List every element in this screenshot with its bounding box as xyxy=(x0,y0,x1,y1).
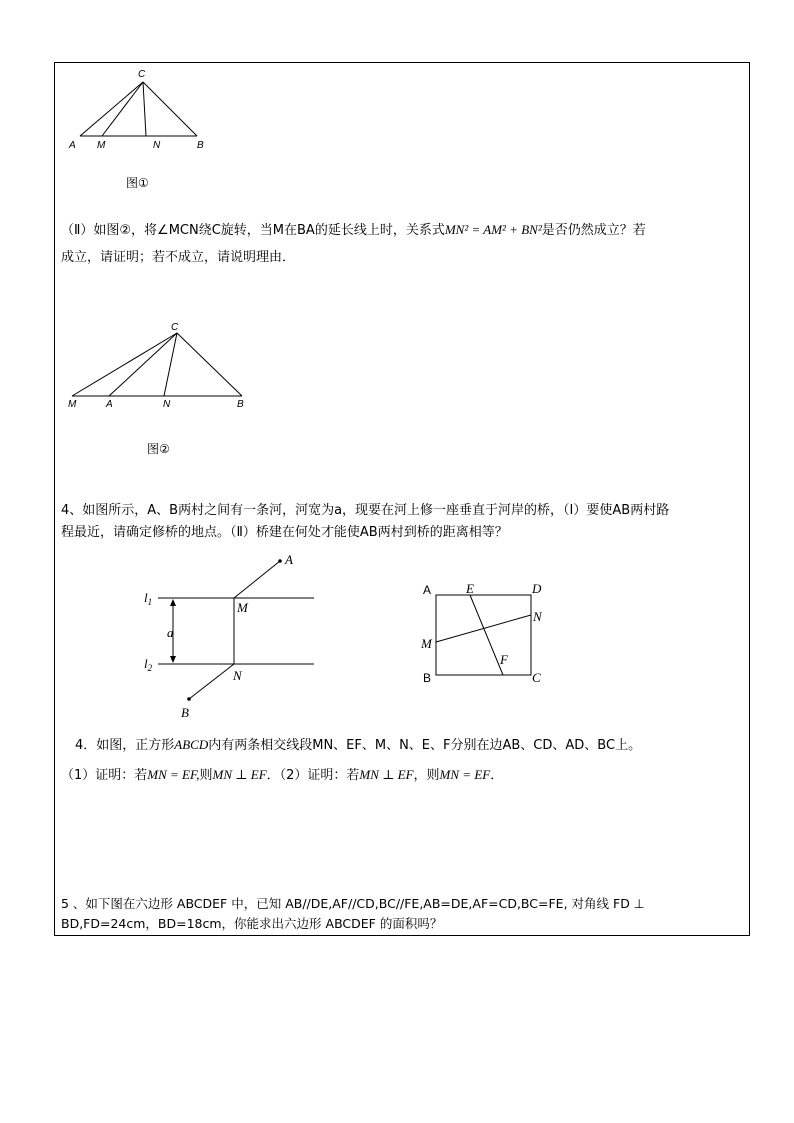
fig3-label-b-village: B xyxy=(181,705,189,720)
q4-line1: 4、如图所示，A、B两村之间有一条河，河宽为a，现要在河上修一座垂直于河岸的桥，（Ⅰ）要使AB两村路 xyxy=(61,503,670,518)
q4b-2c: 则 xyxy=(199,768,213,783)
fig4-label-b: B xyxy=(423,671,432,685)
fig4-label-f: F xyxy=(500,652,508,667)
fig4-label-d: D xyxy=(532,581,542,596)
q4b-2f: MN ⊥ EF xyxy=(359,767,414,782)
q4b-2b: MN = EF, xyxy=(147,767,200,782)
q4b-2g: ，则 xyxy=(413,768,440,783)
fig4-label-a: A xyxy=(423,583,432,597)
fig4-label-e: E xyxy=(466,581,474,596)
figure-1-triangle xyxy=(60,64,220,154)
figure-2-triangle xyxy=(60,318,260,413)
fig3-l2-letter: l xyxy=(144,656,148,671)
q4b-2a: （1）证明：若 xyxy=(61,768,148,783)
fig1-label-m: M xyxy=(97,140,106,151)
part2-text-pre: （Ⅱ）如图②，将∠MCN绕C旋转，当M在BA的延长线上时，关系式 xyxy=(61,223,445,238)
figure-1-caption: 图① xyxy=(126,176,149,190)
q4b-square-name: ABCD xyxy=(174,737,209,752)
fig1-label-b: B xyxy=(197,140,204,151)
q5-line2: BD,FD=24cm，BD=18cm，你能求出六边形 ABCDEF 的面积吗？ xyxy=(61,916,443,931)
fig2-label-n: N xyxy=(163,399,171,410)
part2-formula: MN² = AM² + BN² xyxy=(444,222,542,237)
fig3-label-n: N xyxy=(233,668,242,683)
q4b-2i: ． xyxy=(490,768,504,783)
fig1-label-c: C xyxy=(138,69,146,80)
part2-text-post: 是否仍然成立？若 xyxy=(541,223,646,238)
q4b-line1 xyxy=(75,733,641,758)
fig2-label-m: M xyxy=(68,399,77,410)
figure-2-caption: 图② xyxy=(147,442,170,456)
q4b-text-pre: 4．如图，正方形 xyxy=(75,738,175,753)
fig4-label-m: M xyxy=(421,636,432,651)
fig3-label-l1 xyxy=(144,590,152,607)
q4b-text-post: 内有两条相交线段MN、EF、M、N、E、F分别在边AB、CD、AD、BC上。 xyxy=(208,738,642,753)
part2-line2: 成立，请证明；若不成立，请说明理由． xyxy=(61,250,296,265)
q4b-2d: MN ⊥ EF xyxy=(212,767,267,782)
fig2-label-a: A xyxy=(106,399,113,410)
fig3-l2-sub: 2 xyxy=(147,663,153,673)
fig3-l1-sub: 1 xyxy=(147,597,153,607)
fig3-label-a-village: A xyxy=(285,552,293,567)
q4b-line2 xyxy=(61,763,503,788)
fig3-l1-letter: l xyxy=(144,590,148,605)
q5-line1: 5 、如下图在六边形 ABCDEF 中，已知 AB//DE,AF//CD,BC//FE,AB=DE,AF=CD,BC=FE, 对角线 FD ⊥ xyxy=(61,896,645,911)
arrow-up-icon xyxy=(170,599,176,606)
fig3-label-a-width: a xyxy=(167,625,174,640)
fig1-label-n: N xyxy=(153,140,161,151)
part2-line1 xyxy=(61,218,646,243)
q4-line2: 程最近，请确定修桥的地点。（Ⅱ）桥建在何处才能使AB两村到桥的距离相等？ xyxy=(61,525,508,540)
fig1-label-a: A xyxy=(69,140,76,151)
fig4-label-n: N xyxy=(533,609,542,624)
fig3-label-l2 xyxy=(144,656,153,673)
figure-4-square xyxy=(415,578,555,688)
fig3-label-m: M xyxy=(237,600,248,615)
arrow-down-icon xyxy=(170,656,176,663)
fig4-label-c: C xyxy=(532,670,541,685)
fig2-label-c: C xyxy=(171,322,179,333)
q4b-2e: ．（2）证明：若 xyxy=(266,768,360,783)
figure-3-river xyxy=(130,545,330,725)
q4b-2h: MN = EF xyxy=(439,767,491,782)
fig2-label-b: B xyxy=(237,399,244,410)
